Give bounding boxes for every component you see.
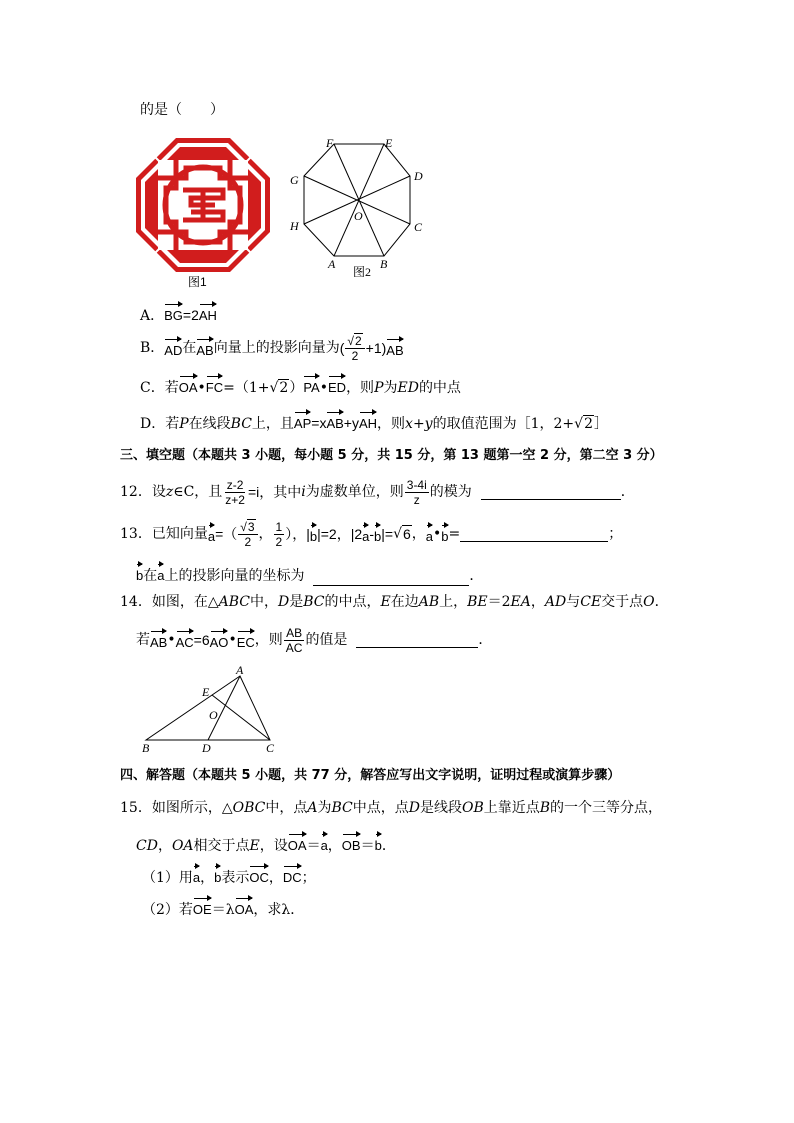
q11-option-c: C．若OA•FC=（1+√2）PA•ED，则P为ED的中点 bbox=[140, 372, 461, 398]
fig2-label-O: O bbox=[354, 209, 363, 223]
figure-2-caption: 图2 bbox=[353, 265, 372, 277]
question-14: 14．如图，在△ABC中，D是BC的中点，E在边AB上，BE＝2EA，AD与CE交于点O． bbox=[120, 594, 669, 610]
question-15: 15．如图所示，△OBC中，点A为BC中点，点D是线段OB上靠近点B的一个三等分点， bbox=[120, 800, 663, 816]
q14-label-C: C bbox=[266, 741, 275, 755]
q14-label-B: B bbox=[142, 741, 150, 755]
question-15-line-2: CD，OA相交于点E，设OA＝a，OB＝b． bbox=[136, 830, 396, 856]
fig2-label-C: C bbox=[414, 220, 423, 234]
question-15-part-2: （2）若OE＝λOA，求λ． bbox=[142, 894, 304, 920]
q14-label-A: A bbox=[236, 664, 244, 677]
q11-option-b: B． AD 在 AB 向量上的投影向量为 ( $\frac{√2}{2}$ +1) AB bbox=[140, 333, 404, 363]
q11-option-d: D．若P在线段BC上，且AP=xAB+yAH，则x+y的取值范围为［1，2+√2］ bbox=[140, 408, 608, 434]
fig2-label-E: E bbox=[385, 136, 393, 150]
figure-1-caption: 图1 bbox=[188, 275, 207, 289]
fig2-label-B: B bbox=[380, 257, 388, 271]
q13-answer-blank-1[interactable] bbox=[460, 527, 608, 542]
figure-1-window-lattice bbox=[136, 138, 270, 272]
question-13-line-2: b在a上的投影向量的坐标为 ． bbox=[136, 560, 483, 586]
fig2-label-G: G bbox=[290, 173, 299, 187]
question-15-part-1: （1）用a，b表示OC，DC； bbox=[142, 862, 316, 888]
section-3-heading: 三、填空题（本题共 3 小题，每小题 5 分，共 15 分，第 13 题第一空 2 分，第二空 3 分） bbox=[120, 448, 663, 463]
q14-label-E: E bbox=[202, 685, 210, 699]
question-12: 12．设 z ∈C ，且 $\frac{z-2}{z+2}$ =i，其中 i 为虚数单位，则 $\frac{3-4i}{z}$ 的模为 ． bbox=[120, 477, 635, 507]
q14-answer-blank[interactable] bbox=[356, 633, 478, 648]
fig2-label-H: H bbox=[290, 219, 299, 233]
fig2-label-D: D bbox=[414, 169, 423, 183]
section-4-heading: 四、解答题（本题共 5 小题，共 77 分，解答应写出文字说明，证明过程或演算步骤） bbox=[120, 768, 621, 783]
q13-answer-blank-2[interactable] bbox=[313, 571, 469, 586]
question-14-line-2: 若 AB • AC =6 AO • EC ，则 $\frac{AB}{AC}$ 的值是 ． bbox=[136, 625, 493, 655]
q14-label-D: D bbox=[202, 741, 211, 755]
q12-answer-blank[interactable] bbox=[481, 485, 621, 500]
fig2-label-F: F bbox=[326, 136, 334, 150]
q14-label-O: O bbox=[209, 708, 218, 722]
fig2-label-A: A bbox=[328, 257, 336, 271]
q11-option-a: A．BG=2AH bbox=[140, 300, 217, 326]
q14-triangle-figure bbox=[138, 664, 288, 756]
question-13: 13．已知向量 a =（ $\frac{√3}{2}$ ， $\frac{1}{2}$ ），| b |=2，|2 a - b |= √ 6 ， a • b = ； bbox=[120, 519, 623, 549]
q11-stem-tail: 的是（ ） bbox=[140, 102, 224, 118]
figure-2-octagon bbox=[284, 132, 434, 277]
